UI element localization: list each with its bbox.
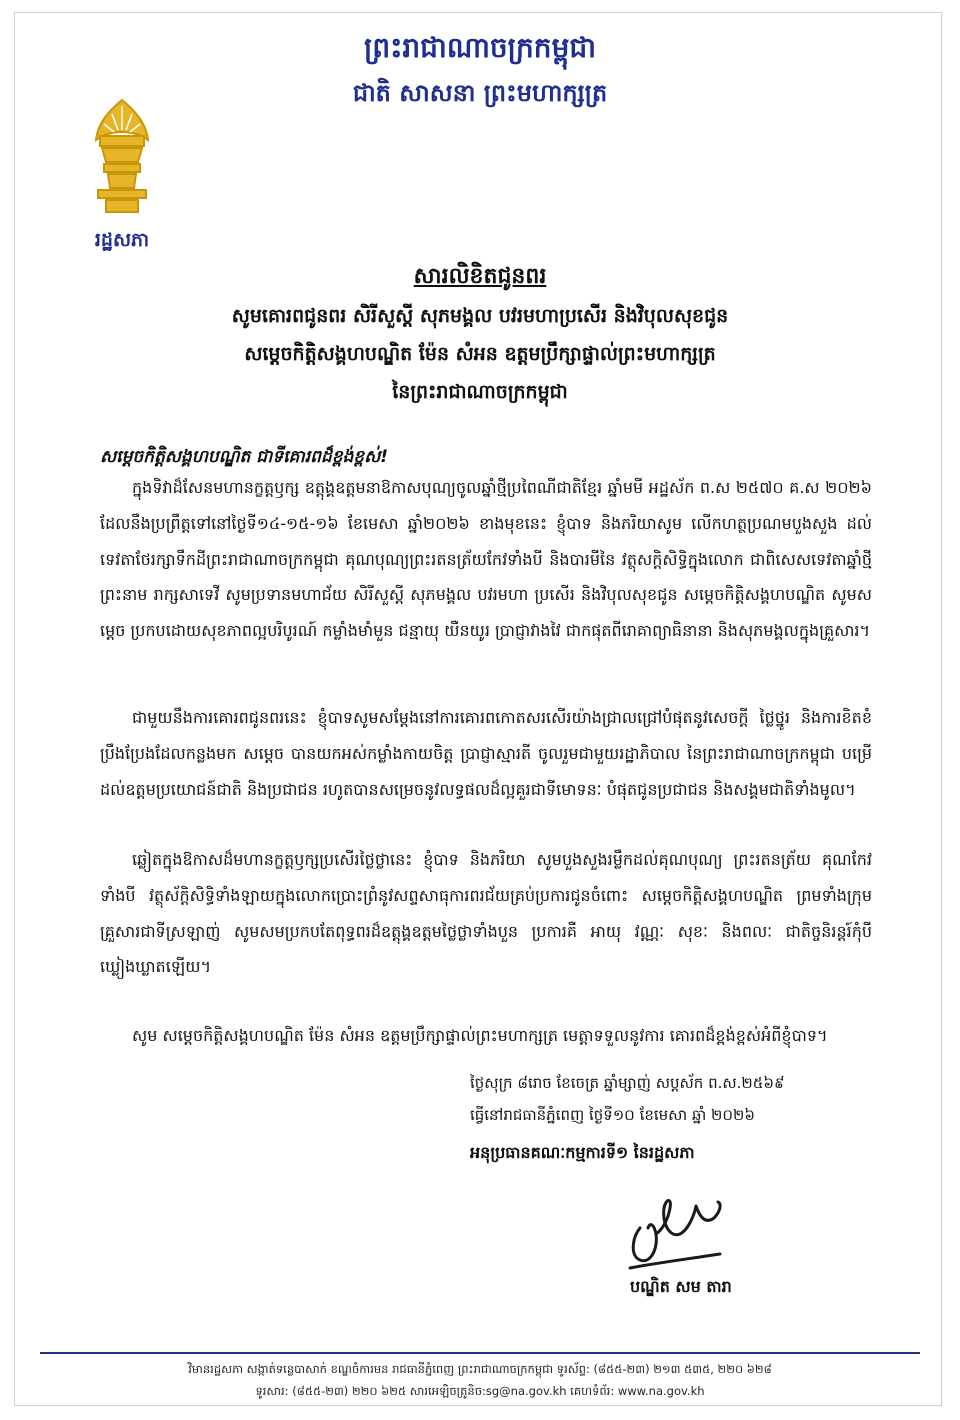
footer-divider — [40, 1352, 920, 1354]
footer-address: វិមានរដ្ឋសភា សង្កាត់ទន្លេបាសាក់ ខណ្ឌចំការមន រាជធានីភ្នំពេញ ព្រះរាជាណាចក្រកម្ពុជា ទូរស័ព្ទ: (៨៥៥-២៣) ២១៣ ៥៣៥, ២២០ ៦២៨ — [188, 1362, 772, 1376]
lunar-date: ថ្ងៃសុក្រ ៨រោច ខែចេត្រ ឆ្នាំម្សាញ់ សប្តស័ក ព.ស.២៥៦៩ — [470, 1074, 785, 1092]
paragraph-text: សូម សម្តេចកិត្តិសង្គហបណ្ឌិត ម៉ែន សំអន ឧត្តមប្រឹក្សាផ្ទាល់ព្រះមហាក្សត្រ មេត្តាទទួលនូវការ គោរពដ៏ខ្ពង់ខ្ពស់អំពីខ្ញុំបាទ។ — [132, 1026, 828, 1045]
signer-name: បណ្ឌិត សម តារា — [630, 1277, 732, 1296]
body-paragraph — [100, 470, 872, 649]
national-assembly-emblem-icon — [82, 96, 162, 216]
paragraph-text: ជាមួយនឹងការគោរពជូនពរនេះ ខ្ញុំបាទសូមសម្តែងនៅការគោរពកោតសរសើរយ៉ាងជ្រាលជ្រៅបំផុតនូវសេចក្តី ថ្លៃថ្នូរ និងការខិតខំប្រឹងប្រែងដែលកន្លងមក សម្តេច បានយកអស់កម្លាំងកាយចិត្ត ប្រាជ្ញាស្មារតី ចូលរួមជាមួយរដ្ឋាភិបាល នៃព្រះរាជាណាចក្រកម្ពុជា បម្រើដល់ឧត្តមប្រយោជន៍ជាតិ និងប្រជាជន រហូតបានសម្រេចនូវលទ្ធផលដ៏ល្អគួរជាទីមោទនៈ បំផុតជូនប្រជាជន និងសង្គមជាតិទាំងមូល។ — [100, 708, 872, 799]
paragraph-text: ឆ្លៀតក្នុងឱកាសដ៏មហានក្ខត្តឫក្សប្រសើរថ្លៃថ្លានេះ ខ្ញុំបាទ និងភរិយា សូមបួងសួងរម្លឹកដល់គុណបុណ្យ ព្រះរតនត្រ័យ គុណកែវទាំងបី វត្ថុស័ក្តិសិទ្ធិទាំងឡាយក្នុងលោកប្រោះព្រំនូវសព្ទសាធុការពរជ័យគ្រប់ប្រការជូនចំពោះ សម្តេចកិត្តិសង្គហបណ្ឌិត ព្រមទាំងក្រុមគ្រួសារជាទីស្រឡាញ់ សូមសមប្រកបតែពុទ្ធពរដ៏ឧត្តុង្គឧត្តមថ្លៃថ្លាទាំងបួន ប្រការគឺ អាយុ វណ្ណៈ សុខៈ និងពលៈ ជាតិច្ចនិរន្តរ៍កុំបីឃ្លៀងឃ្លាតឡើយ។ — [100, 850, 873, 977]
institution-label: រដ្ឋសភា — [94, 229, 150, 251]
signer-position: អនុប្រធានគណៈកម្មការទី១ នៃរដ្ឋសភា — [470, 1143, 695, 1162]
footer-contact: ទូរសារ: (៨៥៥-២៣) ២២០ ៦២៥ សារអេឡិចត្រូនិច:sg@na.gov.kh គេហទំព័រ: www.na.gov.kh — [255, 1384, 705, 1398]
body-paragraph — [100, 1018, 872, 1054]
salutation: សម្តេចកិត្តិសង្គហបណ្ឌិត ជាទីគោរពដ៏ខ្ពង់ខ្ពស់! — [100, 447, 389, 467]
subtitle-line: នៃព្រះរាជាណាចក្រកម្ពុជា — [392, 381, 568, 403]
place-date: ធ្វើនៅរាជធានីភ្នំពេញ ថ្ងៃទី១០ ខែមេសា ឆ្នាំ ២០២៦ — [470, 1106, 755, 1124]
paragraph-text: ក្នុងទិវាដ៏សែនមហានក្ខត្តឫក្ស ឧត្តុង្គឧត្តមនាឱកាសបុណ្យចូលឆ្នាំថ្មីប្រពៃណីជាតិខ្មែរ ឆ្នាំមមី អដ្ឋស័ក ព.ស ២៥៧០ គ.ស ២០២៦ ដែលនឹងប្រព្រឹត្តទៅនៅថ្ងៃទី១៤-១៥-១៦ ខែមេសា ឆ្នាំ២០២៦ ខាងមុខនេះ ខ្ញុំបាទ និងភរិយាសូម លើកហត្ថប្រណមបួងសួង ដល់ទេវតាថែរក្សាទឹកដីព្រះរាជាណាចក្រកម្ពុជា គុណបុណ្យព្រះរតនត្រ័យកែវទាំងបី និងបារមីនៃ វត្ថុសក្តិសិទ្ធិក្នុងលោក ជាពិសេសទេវតាឆ្នាំថ្មីព្រះនាម រាក្សសាទេវី សូមប្រទានមហាជ័យ សិរីសួស្តី សុភមង្គល បវរមហា ប្រសើរ និងវិបុលសុខជូន សម្តេចកិត្តិសង្គហបណ្ឌិត សូមសម្តេច ប្រកបដោយសុខភាពល្អបរិបូរណ៍ កម្លាំងមាំមួន ជន្មាយុ យឺនយូរ ប្រាជ្ញាវាងវៃ ជាកផុតពីរោគាព្យាធិនានា និងសុភមង្គលក្នុងគ្រួសារ។ — [100, 478, 872, 641]
subtitle-line: សូមគោរពជូនពរ សិរីសួស្តី សុភមង្គល បវរមហាប្រសើរ និងវិបុលសុខជូន — [231, 305, 729, 327]
body-paragraph — [100, 842, 872, 985]
document-title: សារលិខិតជូនពរ — [413, 264, 547, 289]
national-motto: ជាតិ សាសនា ព្រះមហាក្សត្រ — [352, 79, 608, 107]
body-paragraph — [100, 700, 872, 807]
kingdom-heading: ព្រះរាជាណាចក្រកម្ពុជា — [363, 31, 596, 64]
subtitle-line: សម្តេចកិត្តិសង្គហបណ្ឌិត ម៉ែន សំអន ឧត្តមប្រឹក្សាផ្ទាល់ព្រះមហាក្សត្រ — [244, 343, 716, 365]
handwritten-signature-icon — [610, 1168, 740, 1278]
